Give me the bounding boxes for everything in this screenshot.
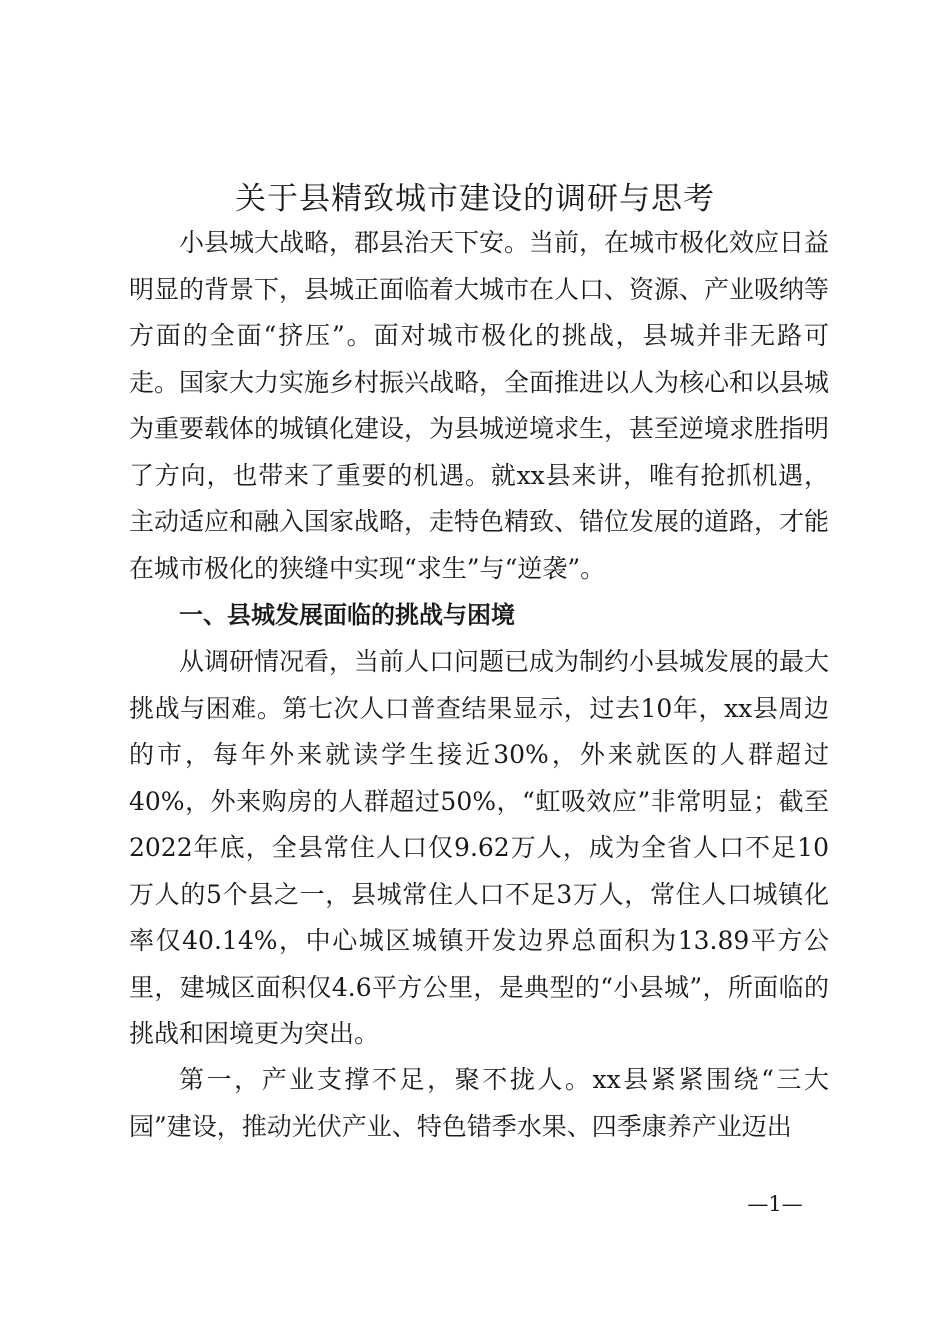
body-paragraph: 从调研情况看，当前人口问题已成为制约小县城发展的最大挑战与困难。第七次人口普查结果显示，过去10年，xx县周边的市，每年外来就读学生接近30%，外来就医的人群超过40%，外来购房的人群超过50%，“虹吸效应”非常明显；截至2022年底，全县常住人口仅9.62万人，成为全省人口不足10万人的5个县之一，县城常住人口不足3万人，常住人口城镇化率仅40.14%，中心城区城镇开发边界总面积为13.89平方公里，建城区面积仅4.6平方公里，是典型的“小县城”，所面临的挑战和困境更为突出。	[129, 647, 830, 1048]
intro-paragraph: 小县城大战略，郡县治天下安。当前，在城市极化效应日益明显的背景下，县城正面临着大城市在人口、资源、产业吸纳等方面的全面“挤压”。面对城市极化的挑战，县城并非无路可走。国家大力实施乡村振兴战略，全面推进以人为核心和以县城为重要载体的城镇化建设，为县城逆境求生，甚至逆境求胜指明了方向，也带来了重要的机遇。就xx县来讲，唯有抢抓机遇，主动适应和融入国家战略，走特色精致、错位发展的道路，才能在城市极化的狭缝中实现“求生”与“逆袭”。	[129, 228, 830, 583]
section-heading: 一、县城发展面临的挑战与困境	[179, 601, 515, 629]
page-number: —1—	[747, 1192, 803, 1216]
body-paragraph-first-point: 第一，产业支撑不足，聚不拢人。xx县紧紧围绕“三大园”建设，推动光伏产业、特色错季水果、四季康养产业迈出	[129, 1065, 829, 1141]
document-title: 关于县精致城市建设的调研与思考	[235, 181, 715, 217]
